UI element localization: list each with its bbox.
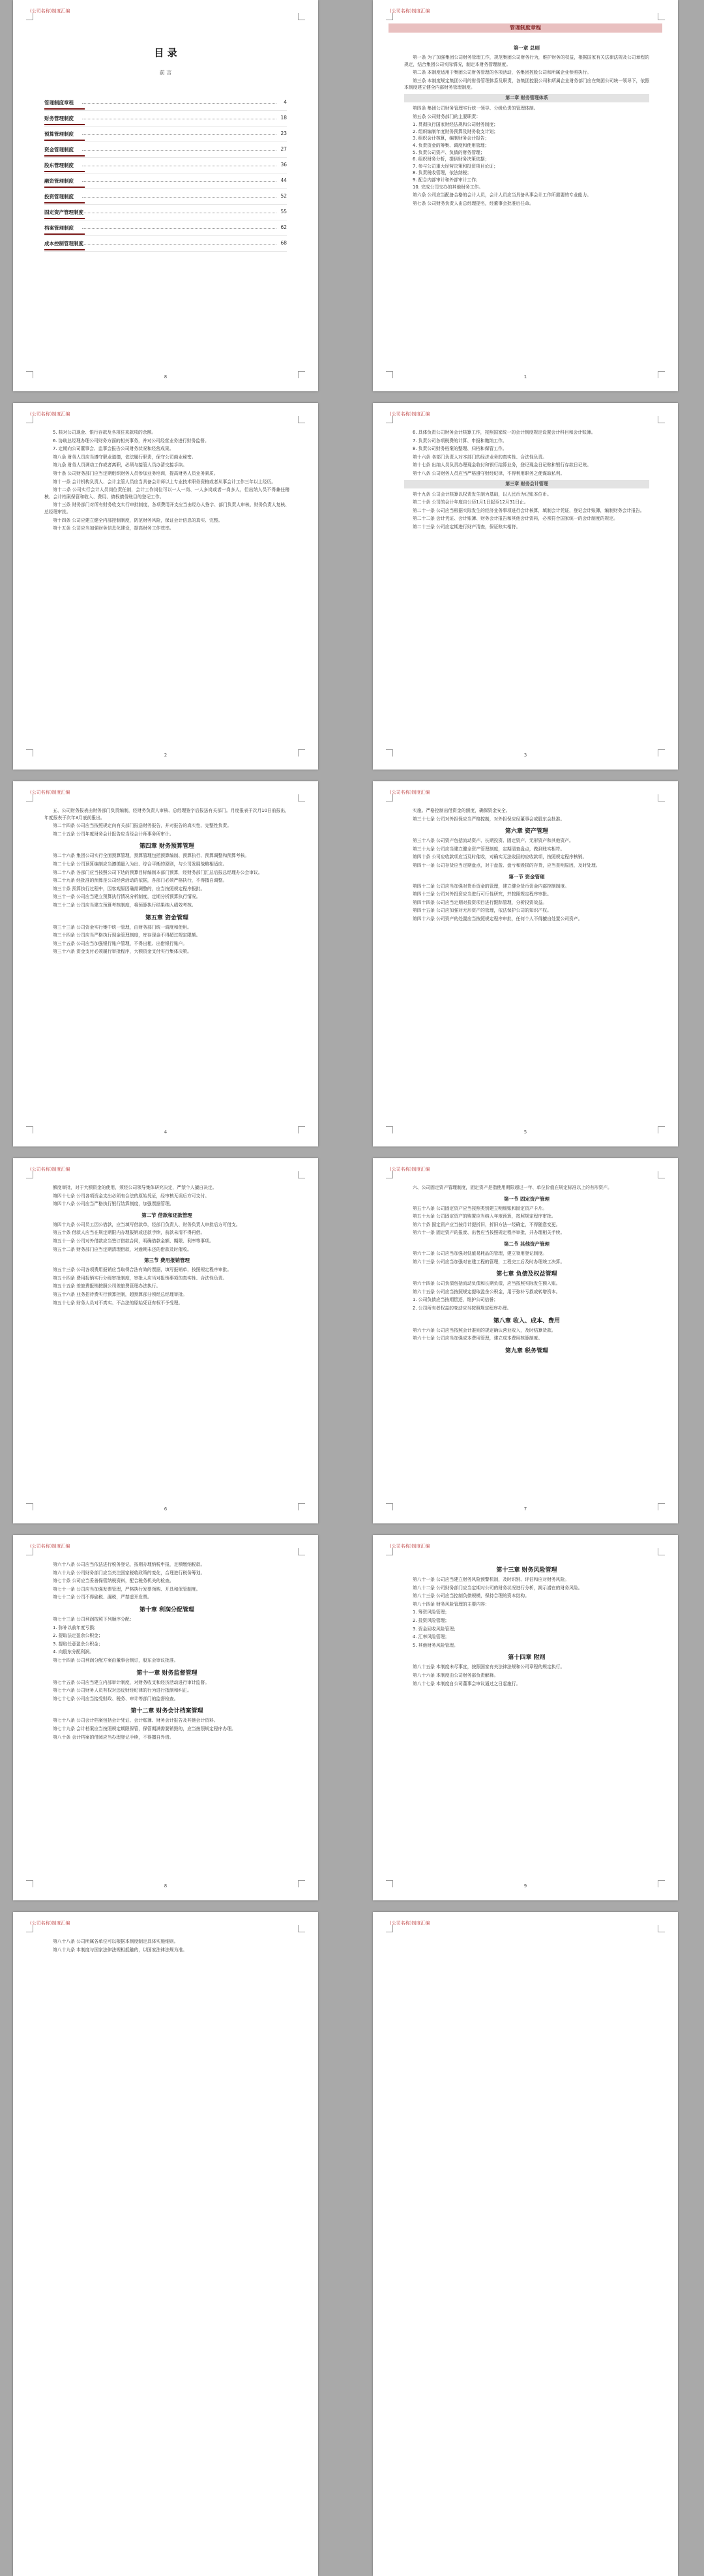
paragraph: 第八十二条 公司财务部门应当定期对公司的财务状况进行分析，揭示潜在的财务风险。 (413, 1585, 583, 1591)
section-title: 管理制度章程 (389, 23, 662, 33)
toc-entry[interactable]: 投资管理制度 52 (44, 189, 287, 205)
paragraph: 第二十九条 经批准的预算是公司经营活动的依据，各部门必须严格执行，不得擅自调整。 (53, 878, 227, 884)
paragraph: 4. 向股东分配利润。 (53, 1649, 95, 1655)
paragraph: 7. 负责公司各项税费的计算、申报和缴纳工作。 (413, 438, 507, 443)
page-number: 9 (523, 1883, 527, 1889)
page-header: (公司名称)制度汇编 (30, 1167, 70, 1172)
page-header: (公司名称)制度汇编 (30, 790, 70, 795)
list-item: 8. 负责税收管理，依法纳税； (413, 170, 472, 176)
paragraph: 第五十一条 公司对外借款应当签订借款合同，明确借款金额、期限、利率等事项。 (53, 1238, 214, 1244)
toc-entry[interactable]: 固定资产管理制度 55 (44, 205, 287, 220)
paragraph: 第七十七条 公司应当接受财政、税务、审计等部门的监督检查。 (53, 1696, 179, 1701)
paragraph: 第四十七条 公司各项资金支出必须有合法的原始凭证，经审核无误后方可支付。 (53, 1193, 210, 1199)
paragraph: 第二十条 公司的会计年度自公历1月1日起至12月31日止。 (413, 500, 529, 505)
toc-entry[interactable]: 股东管理制度 36 (44, 158, 287, 173)
paragraph: 第十六条 各部门负责人对本部门的经济业务的真实性、合法性负责。 (413, 454, 548, 460)
document-page (373, 0, 678, 391)
chapter-heading: 第四章 财务预算管理 (139, 843, 195, 850)
paragraph: 第三十二条 公司应当建立预算考核制度，将预算执行结果纳入绩效考核。 (53, 902, 196, 908)
chapter-heading: 第七章 负债及权益管理 (496, 1271, 557, 1278)
page-header: (公司名称)制度汇编 (390, 790, 430, 795)
paragraph: 第七十条 公司应当妥善保管纳税资料，配合税务机关的检查。 (53, 1578, 174, 1584)
page-header: (公司名称)制度汇编 (30, 1544, 70, 1549)
page-number: 6 (164, 1506, 168, 1512)
paragraph: 第七十一条 公司应当加强发票管理，严格执行发票领购、开具和保管制度。 (53, 1586, 201, 1592)
paragraph: 5. 核对公司现金、银行存款及各项往来款项的余额。 (53, 430, 156, 435)
paragraph: 第十七条 出纳人员负责办理现金收付和银行结算业务，登记现金日记账和银行存款日记账。 (413, 462, 592, 468)
toc-subtitle: 前 言 (159, 70, 172, 76)
paragraph: 第五条 公司财务部门的主要职责： (413, 113, 481, 119)
paragraph: 第二十五条 公司年度财务会计报告应当经会计师事务所审计。 (53, 831, 174, 837)
list-item: 5. 负责公司资产、负债的财务管理； (413, 149, 485, 155)
toc-title: 目 录 (154, 47, 177, 59)
paragraph: 第二十六条 集团公司实行全面预算管理，预算管理包括预算编制、预算执行、预算调整和预算考核。 (53, 853, 250, 859)
page-header: (公司名称)制度汇编 (390, 1921, 430, 1926)
chapter-heading: 第十章 利润分配管理 (139, 1606, 195, 1613)
paragraph: 第五十二条 财务部门应当定期清理借款，对逾期未还的借款及时催收。 (53, 1246, 192, 1252)
paragraph: 第八十四条 财务风险管理的主要内容： (413, 1601, 490, 1607)
paragraph: 1. 筹资风险管理； (413, 1610, 450, 1615)
paragraph: 第五十八条 公司固定资产应当按照类别建立明细账和固定资产卡片。 (413, 1205, 548, 1211)
list-item: 9. 配合内部审计和外部审计工作； (413, 177, 480, 183)
chapter-band: 第二章 财务管理体系 (404, 94, 649, 102)
page-header: (公司名称)制度汇编 (390, 1167, 430, 1172)
paragraph: 第三条 本制度规定集团公司的财务管理体系及职责，各集团控股公司和所属企业财务部门应在集团公司统一领导下，依照本制度建立健全内部财务管理制度。 (404, 78, 649, 91)
paragraph: 第五十三条 公司各项费用报销应当取得合法有效的票据，填写报销单，按照规定程序审批。 (53, 1267, 232, 1273)
paragraph: 第四十九条 公司员工因公借款，应当填写借款单，经部门负责人、财务负责人审批后方可借支。 (53, 1221, 241, 1227)
paragraph: 第十八条 公司财务人员应当严格遵守财经纪律，不得利用职务之便谋取私利。 (413, 470, 565, 476)
paragraph: 第二十四条 公司应当按照规定向有关部门报送财务报告，并对报告的真实性、完整性负责。 (53, 823, 232, 829)
document-page (13, 403, 318, 770)
paragraph: 第三十一条 公司应当建立预算执行情况分析制度，定期分析预算执行情况。 (53, 894, 201, 900)
paragraph: 第三十四条 公司应当严格执行现金管理制度，库存现金不得超过规定限额。 (53, 933, 201, 938)
page-header: (公司名称)制度汇编 (390, 8, 430, 14)
paragraph: 第五十七条 财务人员对不真实、不合法的原始凭证有权不予受理。 (53, 1300, 183, 1306)
toc-entry[interactable]: 资金管理制度 27 (44, 142, 287, 158)
document-page (373, 403, 678, 770)
paragraph: 第十四条 公司应建立健全内部控制制度，防范财务风险，保证会计信息的真实、完整。 (53, 517, 223, 523)
paragraph: 第五十四条 费用报销实行分级审批制度，审批人应当对报销事项的真实性、合法性负责。 (53, 1275, 227, 1281)
paragraph: 第三十八条 公司资产包括流动资产、长期投资、固定资产、无形资产和其他资产。 (413, 838, 574, 844)
section-heading: 第二节 借款和还款管理 (141, 1212, 192, 1218)
paragraph: 五、公司财务报表由财务部门负责编制，经财务负责人审核、总经理签字后报送有关部门。月度报表于次月10日前报出，年度报表于次年3月底前报出。 (44, 808, 289, 820)
chapter-heading: 第九章 税务管理 (505, 1347, 549, 1355)
paragraph: 第八十五条 本制度未尽事宜，按照国家有关法律法规和公司章程的规定执行。 (413, 1664, 565, 1670)
paragraph: 7. 定期向公司董事会、监事会报告公司财务状况和经营成果。 (53, 446, 174, 452)
document-page (13, 1912, 318, 2576)
page-number: 7 (523, 1506, 527, 1512)
duty-list (404, 121, 649, 190)
chapter-band: 第三章 财务会计管理 (404, 480, 649, 488)
paragraph: 第六十五条 公司应当按照规定提取盈余公积金，用于弥补亏损或转增资本。 (413, 1289, 561, 1295)
paragraph: 第六十一条 固定资产的报废、出售应当按照规定程序审批，并办理相关手续。 (413, 1230, 565, 1236)
paragraph: 第十条 公司财务部门应当定期组织财务人员参加业务培训，提高财务人员业务素质。 (53, 470, 218, 476)
paragraph: 第五十条 借款人应当在规定期限内办理报销或还款手续，前款未清不得再借。 (53, 1230, 205, 1236)
paragraph: 第七十八条 公司会计档案包括会计凭证、会计账簿、财务会计报告及其他会计资料。 (53, 1718, 218, 1724)
paragraph: 第三十六条 资金支付必须履行审批程序，大额资金支付实行集体决策。 (53, 949, 192, 955)
paragraph: 第七条 公司财务负责人由总经理提名，经董事会批准后任命。 (413, 200, 534, 206)
toc-entry[interactable]: 成本控制管理制度 68 (44, 236, 287, 252)
paragraph: 第六十四条 公司负债包括流动负债和长期负债，应当按照实际发生额入账。 (413, 1281, 561, 1287)
paragraph: 第八十六条 本制度由公司财务部负责解释。 (413, 1672, 499, 1678)
paragraph: 4. 汇率风险管理； (413, 1634, 450, 1640)
paragraph: 6. 协助总经理办理公司财务方面的相关事务，并对公司经营业务进行财务监督。 (53, 438, 209, 443)
paragraph: 第四条 集团公司财务管理实行统一领导、分级负责的管理体制。 (413, 105, 538, 111)
paragraph: 第七十三条 公司利润按照下列顺序分配： (53, 1616, 134, 1622)
paragraph: 第十二条 公司实行会计人员岗位责任制，会计工作岗位可以一人一岗、一人多岗或者一岗多人，但出纳人员不得兼任稽核、会计档案保管和收入、费用、债权债务账目的登记工作。 (44, 487, 289, 500)
paragraph: 第十一条 会计机构负责人、会计主管人员应当具备会计师以上专业技术职务资格或者从事会计工作三年以上经历。 (53, 479, 276, 485)
document-page (13, 1158, 318, 1523)
paragraph: 第二十八条 各部门应当按照公司下达的预算目标编制本部门预算，经财务部门汇总后报总经理办公会审议。 (53, 869, 263, 875)
paragraph: 第三十三条 公司资金实行集中统一管理，由财务部门统一调度和使用。 (53, 924, 192, 930)
paragraph: 2. 公司所有者权益的变动应当按照规定程序办理。 (413, 1305, 512, 1311)
paragraph: 3. 资金回收风险管理； (413, 1626, 458, 1632)
paragraph: 第二十三条 公司应定期进行财产清查，保证账实相符。 (413, 524, 521, 530)
paragraph: 第二十七条 公司预算编制应当遵循量入为出、综合平衡的原则，与公司发展战略相适应。 (53, 861, 227, 867)
paragraph: 第七十五条 公司应当建立内部审计制度，对财务收支和经济活动进行审计监督。 (53, 1679, 210, 1685)
paragraph: 第二十二条 会计凭证、会计账簿、财务会计报告和其他会计资料，必须符合国家统一的会计制度的规定。 (413, 516, 618, 522)
list-item: 7. 参与公司重大经营决策和投资项目论证； (413, 163, 498, 169)
document-page (373, 1912, 678, 2576)
paragraph: 6. 具体负责公司财务会计核算工作，按照国家统一的会计制度规定设置会计科目和会计账簿。 (413, 430, 596, 435)
paragraph: 第二条 本制度适用于集团公司财务管理的各项活动，各集团控股公司和所属企业参照执行。 (413, 70, 592, 76)
document-page (373, 781, 678, 1146)
paragraph: 第六十六条 公司应当按照会计准则的规定确认营业收入，及时结算货款。 (413, 1327, 556, 1333)
toc-page (13, 0, 318, 391)
section-heading: 第一节 资金管理 (508, 873, 545, 880)
paragraph: 实施。严格控制出借资金的额度，确保资金安全。 (413, 808, 510, 813)
paragraph: 第八条 财务人员应当遵守职业道德，依法履行职责，保守公司商业秘密。 (53, 454, 196, 460)
toc-entry[interactable]: 管理制度章程 4 (44, 95, 287, 111)
chapter-heading: 第八章 收入、成本、费用 (493, 1317, 561, 1325)
paragraph: 第四十一条 公司存货应当定期盘点，对于盘盈、盘亏和毁损的存货，应当查明原因，及时处理。 (413, 862, 600, 868)
section-heading: 第一节 固定资产管理 (503, 1195, 550, 1202)
chapter-heading: 第十三章 财务风险管理 (496, 1567, 557, 1574)
chapter-heading: 第一章 总则 (513, 45, 540, 51)
page-number: 3 (523, 753, 527, 758)
list-item: 4. 负责资金的筹集、调度和使用管理； (413, 142, 490, 148)
paragraph: 第七十九条 会计档案应当按照规定期限保管，保管期满需要销毁的，应当按照规定程序办理。 (53, 1726, 236, 1731)
paragraph: 第六条 公司应当配备合格的会计人员，会计人员应当具备从事会计工作所需要的专业能力。 (413, 192, 592, 198)
paragraph: 第十九条 公司会计核算以权责发生制为基础，以人民币为记账本位币。 (413, 491, 551, 497)
page-header: (公司名称)制度汇编 (30, 1921, 70, 1926)
page-header: (公司名称)制度汇编 (390, 1544, 430, 1549)
paragraph: 第十三条 财务部门对所有财务收支实行审批制度，各项费用开支应当由经办人签字、部门负责人审核、财务负责人复核、总经理审批。 (44, 502, 289, 515)
page-body (44, 429, 289, 533)
chapter-heading: 第十二章 财务会计档案管理 (130, 1708, 203, 1715)
document-page (13, 1535, 318, 1900)
page-number: 4 (164, 1130, 168, 1135)
page-body (404, 40, 649, 208)
paragraph: 第八十七条 本制度自公司董事会审议通过之日起施行。 (413, 1681, 521, 1686)
paragraph: 第十五条 公司应当加强财务信息化建设，提高财务工作效率。 (53, 526, 174, 532)
paragraph: 第四十三条 公司对外投资应当进行可行性研究，并按照规定程序审批。 (413, 891, 551, 897)
list-item: 3. 组织会计核算，编制财务会计报告； (413, 136, 490, 142)
paragraph: 第五十六条 业务招待费实行预算控制，超预算部分须经总经理审批。 (53, 1291, 188, 1297)
paragraph: 第七十二条 公司不得偷税、漏税，严禁虚开发票。 (53, 1595, 152, 1600)
paragraph: 第六十九条 公司财务部门应当关注国家税收政策的变化，合理进行税务筹划。 (53, 1570, 205, 1576)
paragraph: 第六十七条 公司应当加强成本费用管理，建立成本费用核算制度。 (413, 1336, 543, 1341)
paragraph: 第四十条 公司应收款项应当及时催收，对确实无法收回的应收款项，按照规定程序核销。 (413, 854, 587, 860)
paragraph: 第六十三条 公司应当加强对在建工程的管理，工程完工后及时办理竣工决算。 (413, 1259, 565, 1265)
paragraph: 第二十一条 公司应当根据实际发生的经济业务事项进行会计核算，填制会计凭证，登记会计账簿，编制财务会计报告。 (413, 507, 645, 513)
paragraph: 5. 其他财务风险管理。 (413, 1642, 458, 1648)
list-item: 2. 组织编制年度财务预算及财务收支计划； (413, 128, 498, 134)
page-number: 2 (164, 753, 168, 758)
paragraph: 第一条 为了加强集团公司财务管理工作，规范集团公司财务行为，维护财务的权益，根据国家有关法律法规及公司章程的规定，结合集团公司实际情况，制定本财务管理制度。 (404, 55, 649, 67)
page-header: (公司名称)制度汇编 (30, 412, 70, 417)
page-body (44, 1938, 289, 1954)
paragraph: 第三十七条 公司对外担保应当严格控制，对外担保应经董事会或股东会批准。 (413, 816, 565, 822)
page-body (404, 807, 649, 924)
document-page (373, 1535, 678, 1900)
paragraph: 第四十四条 公司应当定期对投资项目进行跟踪管理，分析投资效益。 (413, 899, 548, 905)
toc-entry[interactable]: 融资管理制度 44 (44, 173, 287, 189)
paragraph: 六、公司固定资产管理制度，固定资产是指使用期限超过一年、单位价值在规定标准以上的有形资产。 (413, 1185, 612, 1190)
paragraph: 第四十六条 公司资产的处置应当按照规定程序审批，任何个人不得擅自处置公司资产。 (413, 916, 583, 921)
paragraph: 8. 负责公司财务档案的整理、归档和保管工作。 (413, 446, 507, 452)
paragraph: 第三十五条 公司应当加强银行账户管理，不得出租、出借银行账户。 (53, 940, 188, 946)
paragraph: 第八十三条 公司应当控制负债规模，保持合理的资本结构。 (413, 1593, 529, 1599)
page-number: 8 (164, 1883, 168, 1889)
page-header: (公司名称)制度汇编 (390, 412, 430, 417)
paragraph: 额度审批，对于大额资金的使用，须经公司领导集体研究决定，严禁个人擅自决定。 (53, 1185, 217, 1190)
document-page (13, 781, 318, 1146)
paragraph: 第三十条 预算执行过程中，因客观原因确需调整的，应当按照规定程序报批。 (53, 886, 205, 891)
paragraph: 第六十八条 公司应当依法进行税务登记，按期办理纳税申报，足额缴纳税款。 (53, 1562, 205, 1567)
paragraph: 3. 提取任意盈余公积金； (53, 1641, 103, 1647)
page-number: 8 (164, 374, 168, 380)
toc-entry[interactable]: 档案管理制度 62 (44, 220, 287, 236)
toc-entry[interactable]: 财务管理制度 18 (44, 111, 287, 127)
paragraph: 第六十条 固定资产应当按月计提折旧，折旧方法一经确定，不得随意变更。 (413, 1221, 561, 1227)
paragraph: 第八十一条 公司应当建立财务风险预警机制，及时识别、评估和应对财务风险。 (413, 1577, 570, 1582)
page-body (44, 1561, 289, 1742)
chapter-heading: 第六章 资产管理 (505, 828, 549, 835)
list-item: 10. 完成公司交办的其他财务工作。 (413, 184, 484, 190)
paragraph: 第四十八条 公司应当严格执行银行结算制度，加强票据管理。 (53, 1201, 174, 1207)
toc-list (44, 95, 287, 252)
page-number: 5 (523, 1130, 527, 1135)
page-body (404, 429, 649, 532)
paragraph: 第八十八条 公司所属各单位可以根据本制度制定具体实施细则。 (53, 1939, 179, 1944)
paragraph: 第七十六条 公司财务人员有权对违反财经纪律的行为进行抵制和纠正。 (53, 1688, 192, 1694)
section-heading: 第二节 其他资产管理 (503, 1240, 550, 1247)
paragraph: 第八十九条 本制度与国家法律法规相抵触的，以国家法律法规为准。 (53, 1947, 188, 1953)
section-heading: 第三节 费用报销管理 (143, 1257, 190, 1264)
paragraph: 2. 投资风险管理； (413, 1617, 450, 1623)
paragraph: 第五十五条 差旅费报销按照公司差旅费管理办法执行。 (53, 1283, 161, 1289)
page-header: (公司名称)制度汇编 (30, 8, 70, 14)
chapter-heading: 第十四章 附则 (508, 1655, 546, 1662)
chapter-heading: 第五章 资金管理 (145, 914, 189, 921)
paragraph: 第八十条 会计档案的借阅应当办理登记手续，不得擅自外借。 (53, 1734, 174, 1740)
toc-entry[interactable]: 预算管理制度 23 (44, 127, 287, 142)
paragraph: 第三十九条 公司应当建立健全资产管理制度，定期清查盘点，做到账实相符。 (413, 846, 565, 852)
page-body (44, 807, 289, 957)
page-number: 1 (523, 374, 527, 380)
list-item: 1. 贯彻执行国家财经法规和公司财务制度； (413, 122, 498, 128)
paragraph: 2. 提取法定盈余公积金； (53, 1633, 103, 1639)
page-body (44, 1184, 289, 1308)
paragraph: 1. 公司负债应当按期偿还，维护公司信誉； (413, 1297, 498, 1303)
paragraph: 第七十四条 公司利润分配方案由董事会制订，股东会审议批准。 (53, 1657, 179, 1663)
page-body (404, 1184, 649, 1357)
document-page (373, 1158, 678, 1523)
paragraph: 第四十二条 公司应当加强对货币资金的管理，建立健全货币资金内部控制制度。 (413, 883, 570, 889)
paragraph: 第五十九条 公司固定资产的购置应当纳入年度预算，按照规定程序审批。 (413, 1214, 556, 1220)
page-body (404, 1561, 649, 1688)
paragraph: 第六十二条 公司应当加强对低值易耗品的管理，建立领用登记制度。 (413, 1250, 548, 1256)
list-item: 6. 组织财务分析，提供财务决策依据； (413, 157, 490, 162)
paragraph: 第九条 财务人员调动工作或者离职，必须与接管人员办清交接手续。 (53, 462, 188, 468)
paragraph: 第四十五条 公司应加强对无形资产的管理，依法保护公司的知识产权。 (413, 908, 551, 914)
chapter-heading: 第十一章 财务监督管理 (136, 1670, 198, 1677)
paragraph: 1. 弥补以前年度亏损； (53, 1625, 98, 1630)
